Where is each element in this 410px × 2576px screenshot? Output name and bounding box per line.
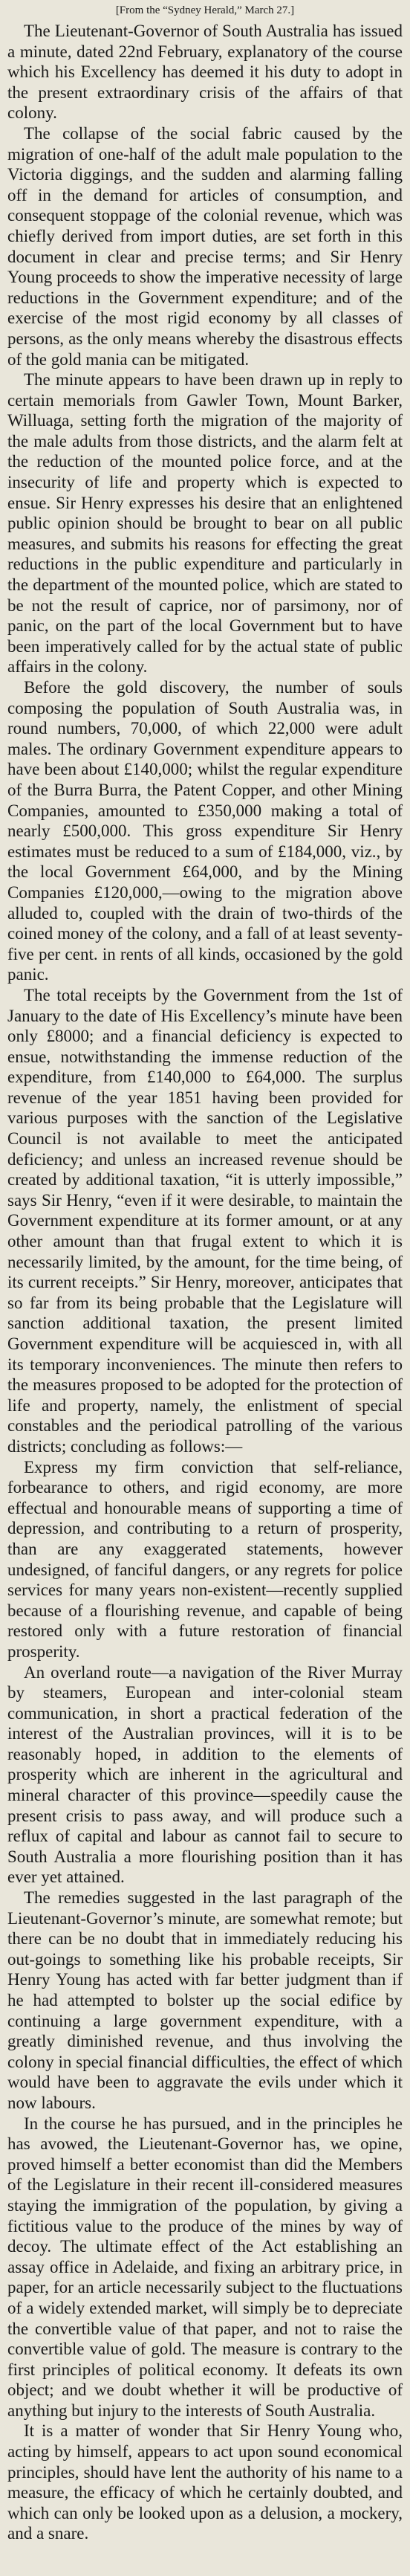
paragraph-economist: In the course he has pursued, and in the principles he has avowed, the Lieutenant-Governor has, we opine, proved himself a better economist than did the Members of the Legislature in their recent ill-considered measures staying the immigration of the population, by giving a fictitious value to the produce of the mines by way of decoy. The ultimate effect of the Act establishing an assay office in Adelaide, and fixing an arbitrary price, in paper, for an article necessarily subject to the fluctuations of a widely extended market, will simply be to depreciate the convertible value of that paper, and not to raise the convertible value of gold. The measure is contrary to the first principles of political economy. It defeats its own object; and we doubt whether it will be productive of anything but injury to the interests of South Australia. <box>7 2114 403 2420</box>
source-attribution: [From the “Sydney Herald,” March 27.] <box>115 4 295 16</box>
paragraph-opening: The Lieutenant-Governor of South Australia has issued a minute, dated 22nd February, explanatory of the course which his Excellency has deemed it his duty to adopt in the present extraordinary crisis of the affairs of that colony. <box>7 22 403 123</box>
paragraph-overland-route: An overland route—a navigation of the River Murray by steamers, European and inter-colonial steam communication, in short a practical federation of the interest of the Australian provinces, will it is to be reasonably hoped, in addition to the elements of prosperity which are inherent in the agricultural and mineral character of this province—speedily cause the present crisis to pass away, and will produce such a reflux of capital and labour as cannot fail to secure to South Australia a more flourishing position than it has ever yet attained. <box>7 1662 403 1887</box>
paragraph-population-expenditure: Before the gold discovery, the number of souls composing the population of South Australia was, in round numbers, 70,000, of which 22,000 were adult males. The ordinary Government expenditure appears to have been about £140,000; whilst the regular expenditure of the Burra Burra, the Patent Copper, and other Mining Companies, amounted to £350,000 making a total of nearly £500,000. This gross expenditure Sir Henry estimates must be reduced to a sum of £184,000, viz., by the local Government £64,000, and by the Mining Companies £120,000,—owing to the migration above alluded to, coupled with the drain of two-thirds of the coined money of the colony, and a fall of at least seventy-five per cent. in rents of all kinds, occasioned by the gold panic. <box>7 678 403 984</box>
paragraph-receipts: The total receipts by the Government from the 1st of January to the date of His Excellency’s minute have been only £8000; and a financial deficiency is expected to ensue, notwithstanding the immense reduction of the expenditure, from £140,000 to £64,000. The surplus revenue of the year 1851 having been provided for various purposes with the sanction of the Legislative Council is not available to meet the anticipated deficiency; and unless an increased revenue should be created by additional taxation, “it is utterly impossible,” says Sir Henry, “even if it were desirable, to maintain the Government expenditure at its former amount, or at any other amount than that frugal extent to which it is necessarily limited, by the amount, for the time being, of its current receipts.” Sir Henry, moreover, anticipates that so far from its being probable that the Legislature will sanction additional taxation, the present limited Government expenditure will be acquiesced in, with all its temporary inconveniences. The minute then refers to the measures proposed to be adopted for the protection of life and property, namely, the enlistment of special constables and the periodical patrolling of the various districts; concluding as follows:— <box>7 985 403 1456</box>
paragraph-memorials: The minute appears to have been drawn up in reply to certain memorials from Gawler Town, Mount Barker, Willuaga, setting forth the migration of the majority of the male adults from those districts, and the alarm felt at the reduction of the mounted police force, and at the insecurity of life and property which is expected to ensue. Sir Henry expresses his desire that an enlightened public opinion should be brought to bear on all public measures, and submits his reasons for effecting the great reductions in the public expenditure and particularly in the department of the mounted police, which are stated to be not the result of caprice, nor of parsimony, nor of panic, on the part of the local Government but to have been imperatively called for by the actual state of public affairs in the colony. <box>7 370 403 677</box>
paragraph-social-collapse: The collapse of the social fabric caused by the migration of one-half of the adult male population to the Victoria diggings, and the sudden and alarming falling off in the demand for articles of consumption, and consequent stoppage of the colonial revenue, which was chiefly derived from import duties, are set forth in this document in clear and precise terms; and Sir Henry Young proceeds to show the imperative necessity of large reductions in the Government expenditure; and of the exercise of the most rigid economy by all classes of persons, as the only means whereby the disastrous effects of the gold mania can be mitigated. <box>7 123 403 369</box>
paragraph-conclusion: It is a matter of wonder that Sir Henry Young who, acting by himself, appears to act upon sound economical principles, should have lent the authority of his name to a measure, the efficacy of which he certainly doubted, and which can only be looked upon as a delusion, a mockery, and a snare. <box>7 2421 403 2543</box>
paragraph-conviction-quote: Express my firm conviction that self-reliance, forbearance to others, and rigid economy, are more effectual and honourable means of supporting a time of depression, and contributing to a return of prosperity, than are any exaggerated statements, however undesigned, of fanciful dangers, or any regrets for police services for many years non-existent—recently supplied because of a flourishing revenue, and capable of being restored only with a future restoration of financial prosperity. <box>7 1457 403 1661</box>
paragraph-remedies: The remedies suggested in the last paragraph of the Lieutenant-Governor’s minute, are somewhat remote; but there can be no doubt that in immediately reducing his out-goings to something like his probable receipts, Sir Henry Young has acted with far better judgment than if he had attempted to bolster up the social edifice by continuing a large government expenditure, with a greatly diminished revenue, and thus involving the colony in special financial difficulties, the effect of which would have been to aggravate the evils under which it now labours. <box>7 1888 403 2112</box>
